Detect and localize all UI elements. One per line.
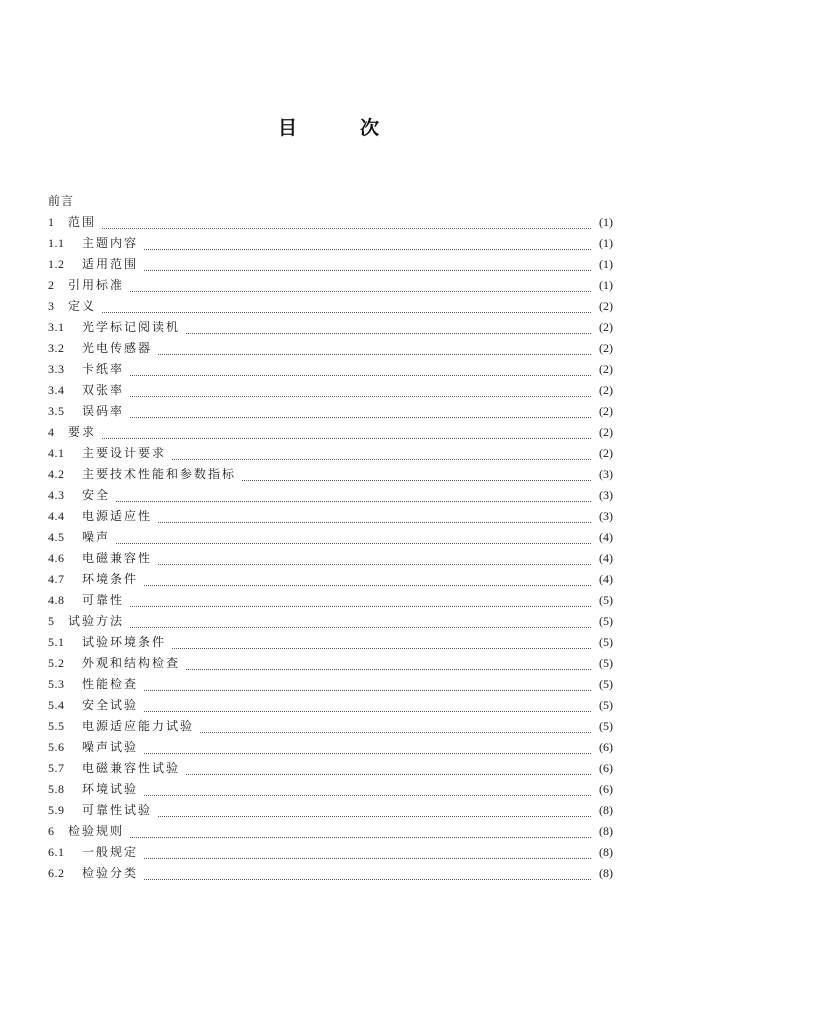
toc-entry-number: 5.5 bbox=[48, 719, 65, 733]
toc-dot-leader bbox=[102, 437, 591, 439]
toc-entry-number: 5.4 bbox=[48, 698, 65, 712]
toc-dot-leader bbox=[144, 710, 591, 712]
toc-entry-label: 电磁兼容性 bbox=[82, 551, 153, 565]
toc-entry-label: 主要技术性能和参数指标 bbox=[82, 467, 237, 481]
toc-entry-label: 电源适应性 bbox=[82, 509, 153, 523]
toc-entry-number: 1.1 bbox=[48, 236, 65, 250]
toc-entry-label: 一般规定 bbox=[82, 845, 139, 859]
toc-entry bbox=[48, 338, 613, 359]
toc-entry-number: 6 bbox=[48, 824, 55, 838]
toc-dot-leader bbox=[242, 479, 591, 481]
toc-entry-page: (1) bbox=[599, 278, 613, 292]
toc-entry-label: 噪声 bbox=[82, 530, 111, 544]
toc-dot-leader bbox=[130, 416, 591, 418]
toc-entry-number: 5.3 bbox=[48, 677, 65, 691]
toc-entry-label: 外观和结构检查 bbox=[82, 656, 181, 670]
toc-dot-leader bbox=[144, 794, 591, 796]
toc-entry-label: 环境试验 bbox=[82, 782, 139, 796]
toc-entry-page: (4) bbox=[599, 530, 613, 544]
toc-entry bbox=[48, 779, 613, 800]
toc-entry-page: (2) bbox=[599, 383, 613, 397]
toc-dot-leader bbox=[130, 836, 591, 838]
toc-entry-label: 双张率 bbox=[82, 383, 125, 397]
toc-entry-label: 光学标记阅读机 bbox=[82, 320, 181, 334]
toc-dot-leader bbox=[186, 773, 591, 775]
toc-entry-label: 定义 bbox=[68, 299, 97, 313]
toc-entry bbox=[48, 485, 613, 506]
toc-entry-number: 3.4 bbox=[48, 383, 65, 397]
toc-dot-leader bbox=[158, 521, 591, 523]
toc-dot-leader bbox=[144, 584, 591, 586]
toc-entry bbox=[48, 674, 613, 695]
toc-entry-page: (5) bbox=[599, 635, 613, 649]
toc-entry-page: (5) bbox=[599, 698, 613, 712]
toc-entry-number: 4 bbox=[48, 425, 55, 439]
toc-dot-leader bbox=[130, 290, 591, 292]
toc-entry-label: 光电传感器 bbox=[82, 341, 153, 355]
toc-dot-leader bbox=[158, 815, 591, 817]
toc-entry bbox=[48, 527, 613, 548]
toc-entry-label: 引用标准 bbox=[68, 278, 125, 292]
toc-entry-page: (6) bbox=[599, 782, 613, 796]
toc-dot-leader bbox=[116, 542, 591, 544]
toc-entry bbox=[48, 800, 613, 821]
toc-dot-leader bbox=[116, 500, 591, 502]
toc-dot-leader bbox=[186, 668, 591, 670]
toc-entry-label: 误码率 bbox=[82, 404, 125, 418]
toc-entry bbox=[48, 506, 613, 527]
toc-entry-number: 3 bbox=[48, 299, 55, 313]
toc-entry-number: 5.1 bbox=[48, 635, 65, 649]
toc-entry-page: (2) bbox=[599, 362, 613, 376]
toc-entry-label: 电磁兼容性试验 bbox=[82, 761, 181, 775]
toc-entry bbox=[48, 233, 613, 254]
toc-entry-label: 可靠性试验 bbox=[82, 803, 153, 817]
page-title bbox=[0, 113, 815, 143]
toc-entry-label: 要求 bbox=[68, 425, 97, 439]
toc-entry-page: (2) bbox=[599, 341, 613, 355]
toc-dot-leader bbox=[102, 311, 591, 313]
toc-entry-page: (4) bbox=[599, 551, 613, 565]
toc-entry-page: (8) bbox=[599, 845, 613, 859]
toc-dot-leader bbox=[172, 647, 591, 649]
toc-entry-number: 4.2 bbox=[48, 467, 65, 481]
toc-entry bbox=[48, 653, 613, 674]
toc-entry bbox=[48, 842, 613, 863]
toc-entry-page: (3) bbox=[599, 488, 613, 502]
toc-entry-label: 环境条件 bbox=[82, 572, 139, 586]
toc-dot-leader bbox=[130, 605, 591, 607]
toc-entry bbox=[48, 464, 613, 485]
toc-entry-page: (3) bbox=[599, 509, 613, 523]
toc-entry-label: 试验方法 bbox=[68, 614, 125, 628]
toc-entry-page: (5) bbox=[599, 656, 613, 670]
toc-dot-leader bbox=[130, 374, 591, 376]
toc-entry bbox=[48, 863, 613, 884]
toc-entry-number: 4.7 bbox=[48, 572, 65, 586]
toc-entry-label: 安全试验 bbox=[82, 698, 139, 712]
toc-dot-leader bbox=[186, 332, 591, 334]
toc-entry-label: 电源适应能力试验 bbox=[82, 719, 195, 733]
toc-entry-number: 3.1 bbox=[48, 320, 65, 334]
toc-entry-page: (3) bbox=[599, 467, 613, 481]
toc-dot-leader bbox=[158, 353, 591, 355]
toc-dot-leader bbox=[144, 878, 591, 880]
toc-entry-label: 主要设计要求 bbox=[82, 446, 167, 460]
toc-entry-label: 卡纸率 bbox=[82, 362, 125, 376]
toc-entry-number: 4.4 bbox=[48, 509, 65, 523]
toc-entry bbox=[48, 212, 613, 233]
toc-entry-number: 3.3 bbox=[48, 362, 65, 376]
toc-entry-number: 5.8 bbox=[48, 782, 65, 796]
toc-entry-number: 2 bbox=[48, 278, 55, 292]
toc-entry bbox=[48, 716, 613, 737]
toc-entry-page: (2) bbox=[599, 404, 613, 418]
toc-entry-number: 4.1 bbox=[48, 446, 65, 460]
toc-entry-label: 主题内容 bbox=[82, 236, 139, 250]
toc-entry-number: 4.3 bbox=[48, 488, 65, 502]
toc-entry-number: 3.2 bbox=[48, 341, 65, 355]
toc-entry-page: (2) bbox=[599, 425, 613, 439]
toc-entry bbox=[48, 611, 613, 632]
toc-entry-page: (2) bbox=[599, 446, 613, 460]
toc-preface: 前言 bbox=[48, 194, 75, 208]
toc-entry-number: 1 bbox=[48, 215, 55, 229]
toc-dot-leader bbox=[200, 731, 591, 733]
toc-entry-label: 安全 bbox=[82, 488, 111, 502]
toc-entry bbox=[48, 548, 613, 569]
toc-entry bbox=[48, 590, 613, 611]
toc-entry-page: (5) bbox=[599, 593, 613, 607]
toc-entry-page: (8) bbox=[599, 866, 613, 880]
toc-entry-page: (2) bbox=[599, 299, 613, 313]
toc-entry-number: 6.1 bbox=[48, 845, 65, 859]
toc-entry bbox=[48, 821, 613, 842]
toc-entry bbox=[48, 317, 613, 338]
toc-entry-number: 4.6 bbox=[48, 551, 65, 565]
toc-entry bbox=[48, 737, 613, 758]
toc-entry bbox=[48, 275, 613, 296]
toc-dot-leader bbox=[130, 626, 591, 628]
toc-dot-leader bbox=[158, 563, 591, 565]
toc-entry-number: 1.2 bbox=[48, 257, 65, 271]
toc-entry bbox=[48, 758, 613, 779]
toc-dot-leader bbox=[130, 395, 591, 397]
toc-entry bbox=[48, 632, 613, 653]
toc-entry bbox=[48, 443, 613, 464]
toc-dot-leader bbox=[144, 689, 591, 691]
toc-dot-leader bbox=[144, 269, 591, 271]
toc-dot-leader bbox=[144, 752, 591, 754]
toc-entry-page: (5) bbox=[599, 614, 613, 628]
toc-entry bbox=[48, 569, 613, 590]
toc-entry-page: (1) bbox=[599, 215, 613, 229]
toc-entry-page: (1) bbox=[599, 236, 613, 250]
toc-entry bbox=[48, 695, 613, 716]
toc-entry-page: (1) bbox=[599, 257, 613, 271]
toc-entry-number: 5.6 bbox=[48, 740, 65, 754]
toc-entry-page: (2) bbox=[599, 320, 613, 334]
toc-dot-leader bbox=[144, 857, 591, 859]
toc-entry-page: (6) bbox=[599, 761, 613, 775]
toc-entry-label: 检验规则 bbox=[68, 824, 125, 838]
toc-entry-label: 适用范围 bbox=[82, 257, 139, 271]
toc-dot-leader bbox=[144, 248, 591, 250]
toc-entry-label: 可靠性 bbox=[82, 593, 125, 607]
toc-entry-number: 5 bbox=[48, 614, 55, 628]
toc-entry-number: 4.8 bbox=[48, 593, 65, 607]
toc-entry-number: 3.5 bbox=[48, 404, 65, 418]
page-title-char-2: 次 bbox=[360, 117, 380, 139]
toc-dot-leader bbox=[102, 227, 591, 229]
table-of-contents bbox=[48, 191, 613, 884]
toc-entry-number: 5.2 bbox=[48, 656, 65, 670]
toc-entry bbox=[48, 380, 613, 401]
toc-entry bbox=[48, 254, 613, 275]
toc-entry-number: 6.2 bbox=[48, 866, 65, 880]
toc-entry-label: 噪声试验 bbox=[82, 740, 139, 754]
toc-entry-number: 5.7 bbox=[48, 761, 65, 775]
page-title-char-1: 目 bbox=[278, 117, 298, 139]
toc-entry-page: (8) bbox=[599, 803, 613, 817]
toc-entry-page: (5) bbox=[599, 677, 613, 691]
toc-entry-page: (6) bbox=[599, 740, 613, 754]
toc-entry-label: 性能检查 bbox=[82, 677, 139, 691]
toc-entry-number: 4.5 bbox=[48, 530, 65, 544]
toc-dot-leader bbox=[172, 458, 591, 460]
toc-entry bbox=[48, 359, 613, 380]
toc-entry-label: 试验环境条件 bbox=[82, 635, 167, 649]
toc-entry-page: (8) bbox=[599, 824, 613, 838]
toc-entry-label: 检验分类 bbox=[82, 866, 139, 880]
toc-entry-page: (5) bbox=[599, 719, 613, 733]
toc-entry bbox=[48, 401, 613, 422]
toc-entry-number: 5.9 bbox=[48, 803, 65, 817]
toc-entry bbox=[48, 296, 613, 317]
toc-entry-label: 范围 bbox=[68, 215, 97, 229]
toc-entry bbox=[48, 422, 613, 443]
toc-entry-page: (4) bbox=[599, 572, 613, 586]
